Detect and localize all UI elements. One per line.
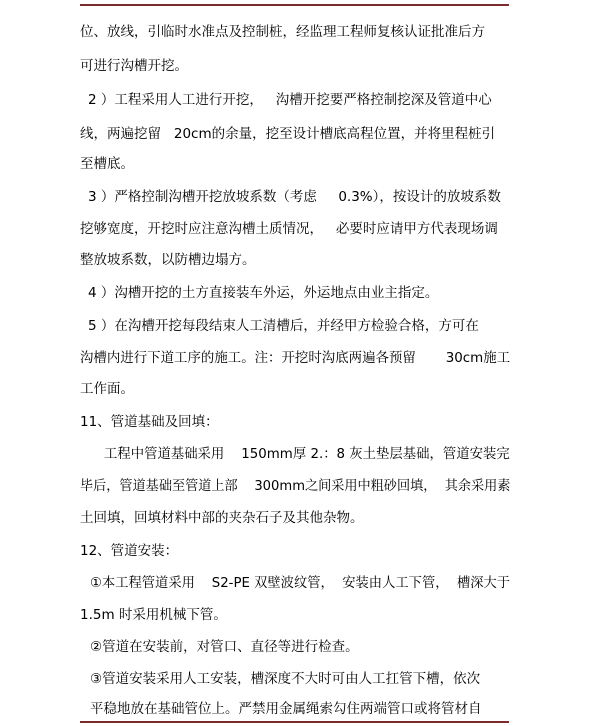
text-line: 2 ）工程采用人工进行开挖， 沟槽开挖要严格控制挖深及管道中心 — [88, 92, 492, 108]
text-line: 4 ）沟槽开挖的土方直接装车外运，外运地点由业主指定。 — [88, 285, 439, 301]
text-line: 挖够宽度，开挖时应注意沟槽土质情况， 必要时应请甲方代表现场调 — [80, 221, 498, 237]
text-line: 至槽底。 — [80, 156, 134, 172]
text-line: 工作面。 — [80, 381, 134, 397]
text-line: 1.5m 时采用机械下管。 — [80, 607, 227, 623]
text-line: ①本工程管道采用 S2-PE 双壁波纹管， 安装由人工下管， 槽深大于 — [90, 575, 511, 591]
text-line: 3 ）严格控制沟槽开挖放坡系数（考虑 0.3%），按设计的放坡系数 — [88, 189, 501, 205]
section-heading: 11、管道基础及回填： — [80, 414, 219, 430]
text-line: 线，两遍挖留 20cm的余量，挖至设计槽底高程位置，并将里程桩引 — [80, 126, 496, 142]
text-line: 5 ）在沟槽开挖每段结束人工清槽后，并经甲方检验合格，方可在 — [88, 318, 479, 334]
text-line: 土回填，回填材料中部的夹杂石子及其他杂物。 — [80, 510, 364, 526]
text-line: 整放坡系数，以防槽边塌方。 — [80, 252, 256, 268]
text-line: ③管道安装采用人工安装，槽深度不大时可由人工扛管下槽，依次 — [90, 671, 481, 687]
text-line: 工程中管道基础采用 150mm厚 2.：8 灰土垫层基础，管道安装完 — [104, 446, 510, 462]
text-line: 位、放线，引临时水准点及控制桩，经监理工程师复核认证批准后方 — [80, 24, 485, 40]
section-heading: 12、管道安装： — [80, 543, 179, 559]
text-line: 毕后，管道基础至管道上部 300mm之间采用中粗砂回填， 其余采用素 — [80, 478, 511, 494]
text-line: 沟槽内进行下道工序的施工。注：开挖时沟底两遍各预留 30cm施工 — [80, 350, 511, 366]
text-line: ②管道在安装前，对管口、直径等进行检查。 — [90, 639, 359, 655]
header-rule — [80, 4, 509, 6]
footer-rule — [80, 721, 509, 723]
text-line: 可进行沟槽开挖。 — [80, 58, 188, 74]
text-line: 平稳地放在基础管位上。严禁用金属绳索勾住两端管口或将管材自 — [90, 701, 482, 717]
